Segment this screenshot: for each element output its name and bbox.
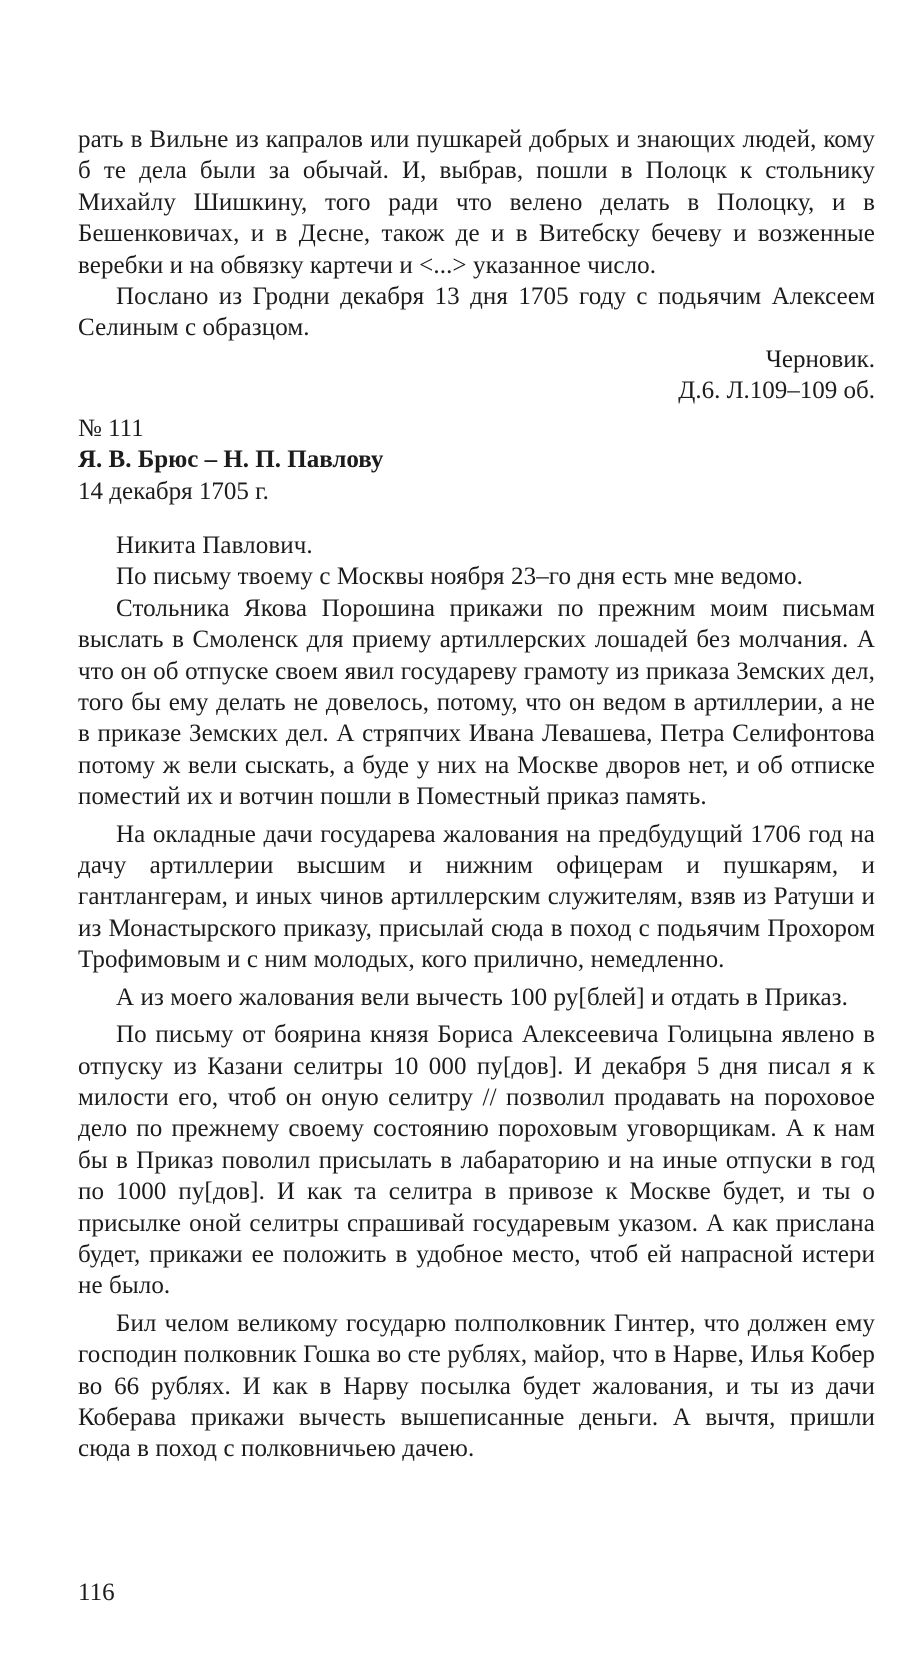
salutation: Никита Павлович. — [116, 532, 313, 559]
page-number: 116 — [78, 1579, 115, 1606]
letter-paragraph: Бил челом великому государю полполковник Гинтер, что должен ему господин полковник Гошка во сте рублях, майор, что в Нарве, Илья Кобер во 66 рублях. И как в Нарву посылка будет жалования, и ты из дачи Коберава прикажи вычесть вышеписанные деньги. А вычтя, пришли сюда в поход с полковничьею дачею. — [78, 1309, 875, 1463]
letter-paragraph: А из моего жалования вели вычесть 100 ру[блей] и отдать в Приказ. — [116, 983, 848, 1011]
dispatch-note-paragraph: Послано из Гродни декабря 13 дня 1705 году с подьячим Алексеем Селиным с образцом. — [78, 283, 875, 342]
letter-paragraph: Стольника Якова Порошина прикажи по прежним моим письмам выслать в Смоленск для приему артиллерских лошадей без молчания. А что он об отпуске своем явил государеву грамоту из приказа Земских дел, того бы ему делать не довелось, потому, что он ведом в артиллерии, а не в приказе Земских дел. А стряпчих Ивана Левашева, Петра Селифонтова потому ж вели сыскать, а буде у них на Москве дворов нет, и об отписке поместий их и вотчин пошли в Поместный приказ память. — [78, 594, 875, 811]
document-number: № 111 — [78, 415, 144, 442]
letter-paragraph: По письму от боярина князя Бориса Алексеевича Голицына явлено в отпуску из Казани селитры 10 000 пу[дов]. И декабря 5 дня писал я к милости его, чтоб он оную селитру // позволил продавать на пороховое дело по прежнему своему состоянию пороховым уговорщикам. А к нам бы в Приказ поволил присылать в лабараторию и на иные отпуски в год по 1000 пу[дов]. И как та селитра в привозе к Москве будет, и ты о присылке оной селитры спрашивай государевым указом. А как прислана будет, прикажи ее положить в удобное место, чтоб ей напрасной истери не было. — [78, 1021, 875, 1300]
archive-reference: Д.6. Л.109–109 об. — [678, 377, 875, 405]
document-heading: Я. В. Брюс – Н. П. Павлову — [78, 446, 384, 474]
previous-document-tail — [78, 124, 875, 407]
letter-paragraph: На окладные дачи государева жалования на предбудущий 1706 год на дачу артиллерии высшим и нижним офицерам и пушкарям, и гантлангерам, и иных чинов артиллерским служителям, взяв из Ратуши и из Монастырского приказу, присылай сюда в поход с подьячим Прохором Трофимовым и с ним молодых, кого прилично, немедленно. — [78, 820, 875, 974]
letter-paragraph: По письму твоему с Москвы ноября 23–го дня есть мне ведомо. — [116, 563, 804, 591]
draft-note: Черновик. — [765, 345, 875, 373]
document-date: 14 декабря 1705 г. — [78, 477, 269, 505]
document-header — [78, 413, 875, 507]
letter-body — [78, 530, 875, 1465]
previous-document-paragraph: рать в Вильне из капралов или пушкарей добрых и знающих людей, кому б те дела были за обычай. И, выбрав, пошли в Полоцк к стольнику Михайлу Шишкину, того ради что велено делать в Полоцку, и в Бешенковичах, и в Десне, також де и в Витебску бечеву и возженные веребки и на обвязку картечи и <...> указанное число. — [78, 126, 875, 279]
